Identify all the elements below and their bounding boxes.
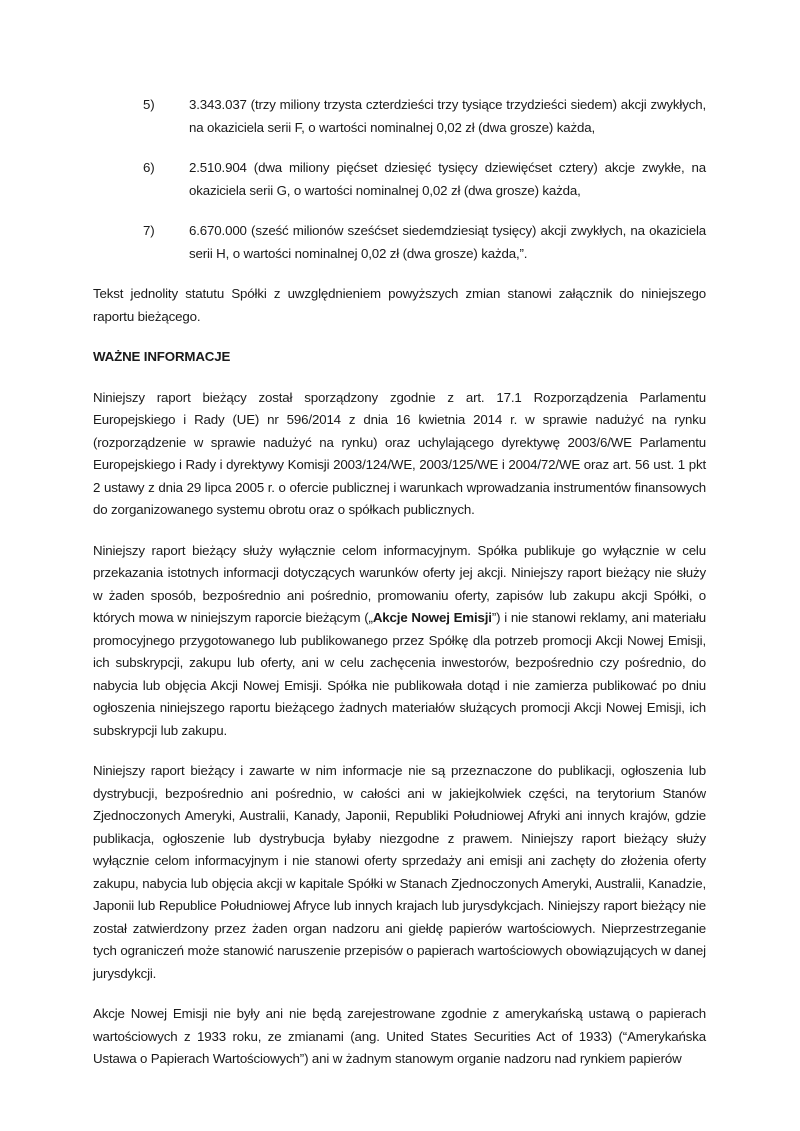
list-item-6 [93, 157, 706, 202]
list-number: 5) [143, 97, 155, 112]
list-text: 6.670.000 (sześć milionów sześćset siedemdziesiąt tysięcy) akcji zwykłych, na okaziciela serii H, o wartości nominalnej 0,02 zł (dwa grosze) każda,”. [189, 223, 706, 261]
list-number: 6) [143, 160, 155, 175]
section-heading: WAŻNE INFORMACJE [93, 349, 231, 364]
paragraph-us-securities-act: Akcje Nowej Emisji nie były ani nie będą zarejestrowane zgodnie z amerykańską ustawą o papierach wartościowych z 1933 roku, ze zmianami (ang. United States Securities Act of 1933) (“Amerykańska Ustawa o Papierach Wartościowych”) ani w żadnym stanowym organie nadzoru nad rynkiem papierów [93, 1006, 706, 1066]
list-text: 2.510.904 (dwa miliony pięćset dziesięć tysięcy dziewięćset cztery) akcje zwykłe, na okaziciela serii G, o wartości nominalnej 0,02 zł (dwa grosze) każda, [189, 160, 706, 198]
para2-after: ”) i nie stanowi reklamy, ani materiału promocyjnego przygotowanego lub publikowanego przez Spółkę dla potrzeb promocji Akcji Nowej Emisji, ich subskrypcji, zakupu lub oferty, ani w celu zachęcenia inwestorów, bezpośrednio czy pośrednio, do nabycia lub objęcia Akcji Nowej Emisji. Spółka nie publikowała dotąd i nie zamierza publikować po dniu ogłoszenia niniejszego raportu bieżącego żadnych materiałów służących promocji Akcji Nowej Emisji, ich subskrypcji lub zakupu. [93, 610, 707, 738]
paragraph-informational-purpose [93, 540, 706, 743]
defined-term: Akcje Nowej Emisji [372, 610, 492, 625]
statute-note: Tekst jednolity statutu Spółki z uwzględnieniem powyższych zmian stanowi załącznik do niniejszego raportu bieżącego. [93, 286, 706, 324]
list-text: 3.343.037 (trzy miliony trzysta czterdzieści trzy tysiące trzydzieści siedem) akcji zwykłych, na okaziciela serii F, o wartości nominalnej 0,02 zł (dwa grosze) każda, [189, 97, 706, 135]
list-item-5 [93, 94, 706, 139]
document-page [93, 94, 706, 1089]
list-item-7 [93, 220, 706, 265]
paragraph-distribution-restrictions: Niniejszy raport bieżący i zawarte w nim informacje nie są przeznaczone do publikacji, ogłoszenia lub dystrybucji, bezpośrednio ani pośrednio, w całości ani w jakiejkolwiek części, na terytorium Stanów Zjednoczonych Ameryki, Australii, Kanady, Japonii, Republiki Południowej Afryki ani innych krajów, gdzie publikacja, ogłoszenie lub dystrybucja byłaby niezgodne z prawem. Niniejszy raport bieżący służy wyłącznie celom informacyjnym i nie stanowi oferty sprzedaży ani emisji ani zachęty do złożenia oferty zakupu, nabycia lub objęcia akcji w kapitale Spółki w Stanach Zjednoczonych Ameryki, Australii, Kanadzie, Japonii lub Republice Południowej Afryce lub innych krajach lub jurysdykcjach. Niniejszy raport bieżący nie został zatwierdzony przez żaden organ nadzoru ani giełdę papierów wartościowych. Nieprzestrzeganie tych ograniczeń może stanowić naruszenie przepisów o papierach wartościowych obowiązujących w danej jurysdykcji. [93, 763, 706, 981]
list-number: 7) [143, 223, 155, 238]
paragraph-legal-basis: Niniejszy raport bieżący został sporządzony zgodnie z art. 17.1 Rozporządzenia Parlamentu Europejskiego i Rady (UE) nr 596/2014 z dnia 16 kwietnia 2014 r. w sprawie nadużyć na rynku (rozporządzenie w sprawie nadużyć na rynku) oraz uchylającego dyrektywę 2003/6/WE Parlamentu Europejskiego i Rady i dyrektywy Komisji 2003/124/WE, 2003/125/WE i 2004/72/WE oraz art. 56 ust. 1 pkt 2 ustawy z dnia 29 lipca 2005 r. o ofercie publicznej i warunkach wprowadzania instrumentów finansowych do zorganizowanego systemu obrotu oraz o spółkach publicznych. [93, 389, 706, 517]
para2-before: Niniejszy raport bieżący służy wyłącznie celom informacyjnym. Spółka publikuje go wyłącznie w celu przekazania istotnych informacji dotyczących warunków oferty jej akcji. Niniejszy raport bieżący nie służy w żaden sposób, bezpośrednio ani pośrednio, promowaniu oferty, zapisów lub zakupu akcji Spółki, o których mowa w niniejszym raporcie bieżącym („ [93, 542, 706, 625]
